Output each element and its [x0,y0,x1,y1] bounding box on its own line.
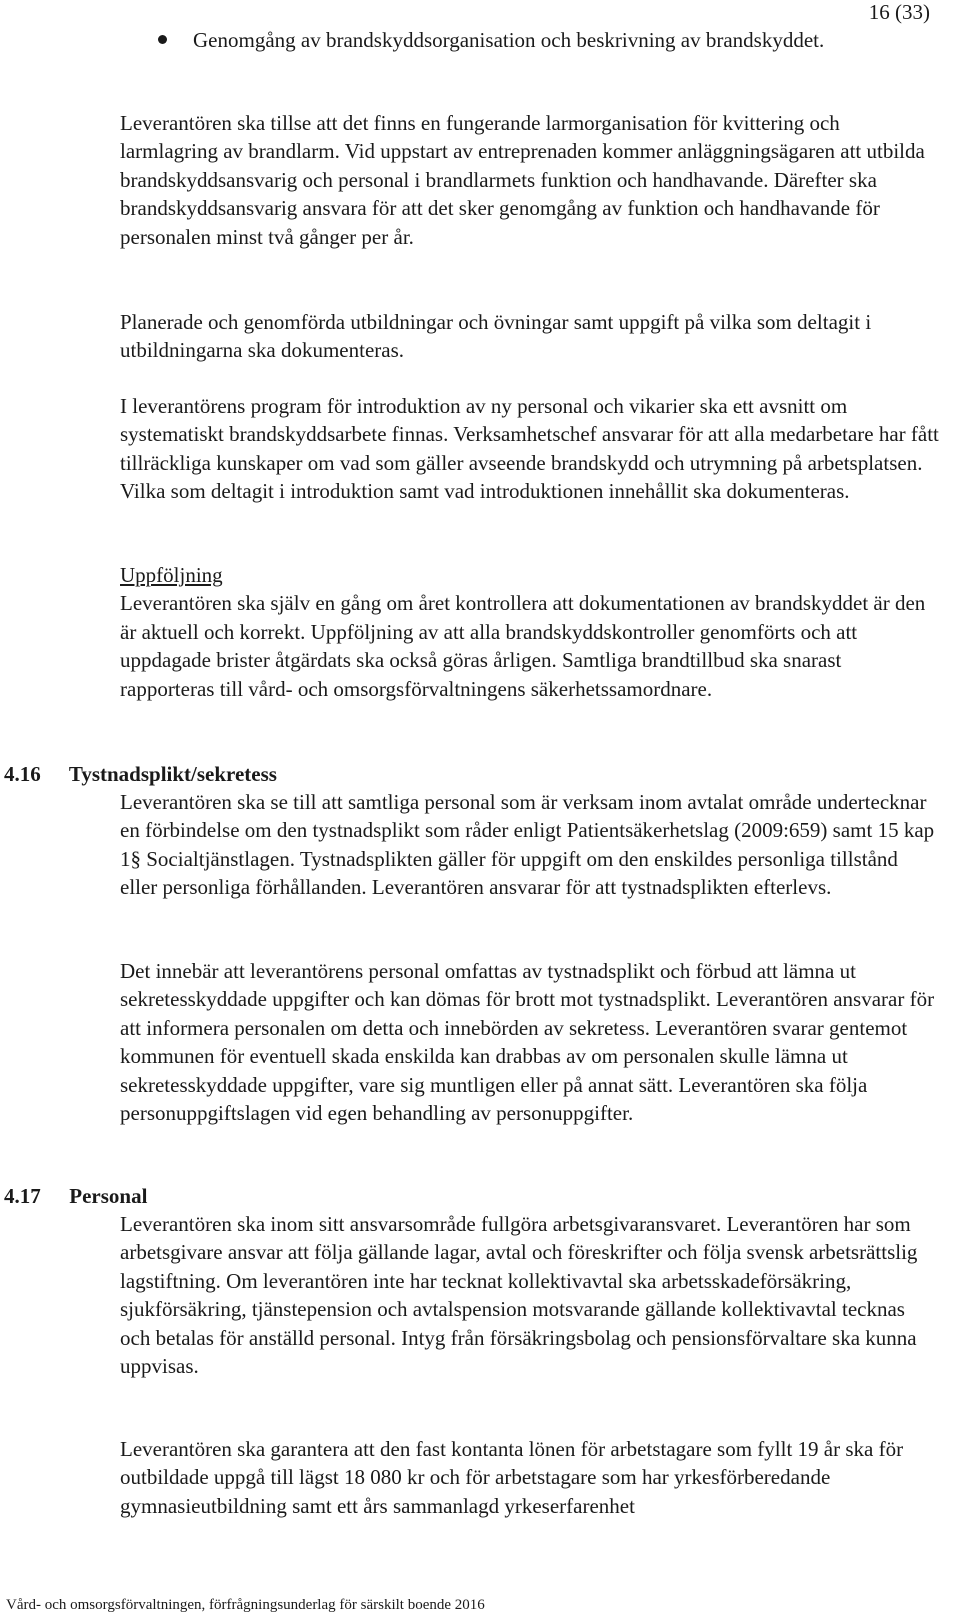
section-number: 4.17 [4,1184,41,1208]
paragraph-utbildningar: Planerade och genomförda utbildningar och övningar samt uppgift på vilka som deltagit i utbildningarna ska dokumenteras. [120,310,872,363]
section-heading-416 [4,760,277,788]
paragraph-uppfoljning: Leverantören ska själv en gång om året kontrollera att dokumentationen av brandskyddet är den är aktuell och korrekt. Uppföljning av att alla brandskyddskontroller genomförts och att uppdagade brister åtgärdats ska också göras årligen. Samtliga brandtillbud ska snarast rapporteras till vård- och omsorgsförvaltningens säkerhetssamordnare. [120,591,926,701]
paragraph-introduktion: I leverantörens program för introduktion av ny personal och vikarier ska ett avsnitt om systematiskt brandskyddsarbete finnas. Verksamhetschef ansvarar för att alla medarbetare har fått tillräckliga kunskaper om vad som gäller avseende brandskydd och utrymning på arbetsplatsen. Vilka som deltagit i introduktion samt vad introduktionen innehållit ska dokumenteras. [120,394,939,504]
page-footer: Vård- och omsorgsförvaltningen, förfrågningsunderlag för särskilt boende 2016 [6,1597,485,1613]
section-title: Tystnadsplikt/sekretess [68,762,277,786]
section-title: Personal [69,1184,148,1208]
paragraph-sekretess: Det innebär att leverantörens personal omfattas av tystnadsplikt och förbud att lämna ut sekretesskyddade uppgifter och kan dömas för brott mot tystnadsplikt. Leverantören ansvarar för att informera personalen om detta och innebörden av sekretess. Leverantören svarar gentemot kommunen för eventuell skada enskilda kan drabbas av om personalen skulle lämna ut sekretesskyddade uppgifter, vare sig muntligen eller på annat sätt. Leverantören ska följa personuppgiftslagen vid egen behandling av personuppgifter. [120,959,935,1126]
paragraph-arbetsgivaransvar: Leverantören ska inom sitt ansvarsområde fullgöra arbetsgivaransvaret. Leverantören har som arbetsgivare ansvar att följa gällande lagar, avtal och föreskrifter och följa svensk arbetsrättslig lagstiftning. Om leverantören inte har tecknat kollektivavtal ska arbetsskadeförsäkring, sjukförsäkring, tjänstepension och avtalspension motsvarande gällande kollektivavtal tecknas och betalas för anställd personal. Intyg från försäkringsbolag och pensionsförvaltare ska kunna uppvisas. [120,1212,918,1379]
paragraph-tystnadsplikt: Leverantören ska se till att samtliga personal som är verksam inom avtalat område undertecknar en förbindelse om den tystnadsplikt som råder enligt Patientsäkerhetslag (2009:659) samt 15 kap 1§ Socialtjänstlagen. Tystnadsplikten gäller för uppgift om den enskildes personliga tillstånd eller personliga förhållanden. Leverantören ansvarar för att tystnadsplikten efterlevs. [120,790,935,900]
paragraph-larmorganisation: Leverantören ska tillse att det finns en fungerande larmorganisation för kvittering och larmlagring av brandlarm. Vid uppstart av entreprenaden kommer anläggningsägaren att utbilda brandskyddsansvarig och personal i brandlarmets funktion och handhavande. Därefter ska brandskyddsansvarig ansvara för att det sker genomgång av funktion och handhavande för personalen minst två gånger per år. [120,111,925,249]
bullet-icon [158,35,167,44]
page-number: 16 (33) [868,0,930,24]
bullet-item [48,26,825,54]
section-number: 4.16 [4,762,41,786]
section-heading-417 [4,1182,147,1210]
bullet-text: Genomgång av brandskyddsorganisation och beskrivning av brandskyddet. [193,28,825,52]
uppfoljning-heading: Uppföljning [120,563,223,587]
uppfoljning-block [120,561,940,703]
paragraph-lon: Leverantören ska garantera att den fast kontanta lönen för arbetstagare som fyllt 19 år ska för outbildade uppgå till lägst 18 080 kr och för arbetstagare som har yrkesförberedande gymnasieutbildning samt ett års sammanlagd yrkeserfarenhet [120,1437,904,1518]
